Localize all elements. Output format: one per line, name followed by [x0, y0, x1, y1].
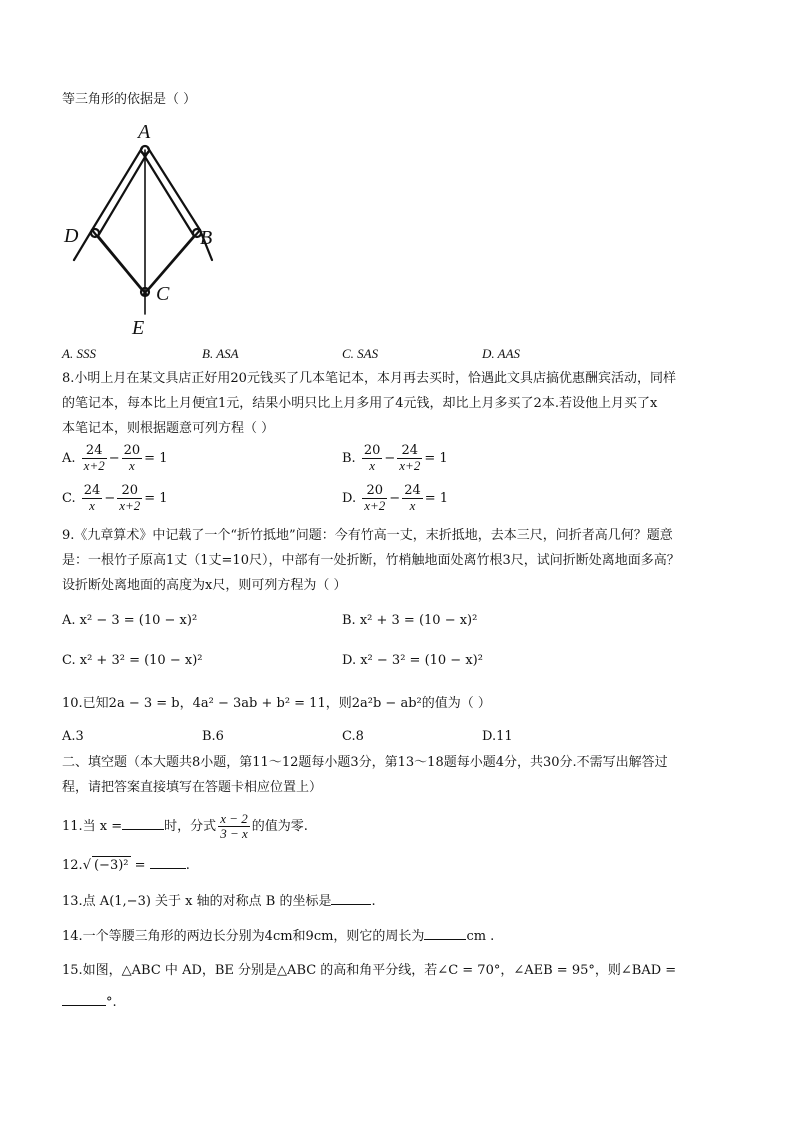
q9-option-c[interactable]: C. x² + 3² = (10 − x)² — [62, 653, 203, 668]
q10-stem: 10.已知2a − 3 = b，4a² − 3ab + b² = 11，则2a²b − ab²的值为（ ） — [62, 696, 491, 711]
q7-option-d[interactable]: D. AAS — [482, 346, 521, 361]
q12-answer-blank[interactable] — [150, 868, 186, 869]
q15-answer-line: °. — [62, 994, 117, 1012]
q9-stem-line3: 设折断处离地面的高度为x尺，则可列方程为（ ） — [62, 578, 347, 593]
q8-option-c[interactable]: C. $\frac{24}{x}$ − $\frac{20}{x+2}$ = 1 — [62, 483, 168, 513]
q7-stem-tail: 等三角形的依据是（ ） — [62, 92, 197, 107]
q15-stem-line1: 15.如图，△ABC 中 AD，BE 分别是△ABC 的高和角平分线，若∠C = 70°，∠AEB = 95°，则∠BAD = — [62, 963, 677, 978]
q10-option-c[interactable]: C.8 — [342, 729, 364, 744]
q10-option-a[interactable]: A.3 — [62, 729, 84, 744]
q14: 14.一个等腰三角形的两边长分别为4cm和9cm，则它的周长为 cm . — [62, 929, 495, 944]
q8-option-d[interactable]: D. $\frac{20}{x+2}$ − $\frac{24}{x}$ = 1 — [342, 483, 449, 513]
label-d: D — [64, 225, 79, 247]
q8-option-a[interactable]: A. $\frac{24}{x+2}$ − $\frac{20}{x}$ = 1 — [62, 443, 168, 473]
q7-option-a[interactable]: A. SSS — [62, 346, 96, 361]
q10-option-b[interactable]: B.6 — [202, 729, 224, 744]
q13-answer-blank[interactable] — [331, 904, 371, 905]
q12: 12.√ (−3)² = . — [62, 858, 190, 873]
q9-option-a[interactable]: A. x² − 3 = (10 − x)² — [62, 613, 198, 628]
q10-option-d[interactable]: D.11 — [482, 729, 513, 744]
q11-answer-blank[interactable] — [122, 829, 164, 830]
label-c: C — [156, 283, 170, 305]
q8-stem-line2: 的笔记本，每本比上月便宜1元，结果小明只比上月多用了4元钱，却比上月多买了2本.若设他上月买了x — [62, 396, 658, 411]
q7-option-b[interactable]: B. ASA — [202, 346, 239, 361]
q14-answer-blank[interactable] — [424, 939, 466, 940]
section2-heading-line1: 二、填空题（本大题共8小题，第11～12题每小题3分，第13～18题每小题4分，共30分.不需写出解答过 — [62, 755, 668, 770]
q11: 11.当 x = 时，分式 $\frac{x - 2}{3 - x}$ 的值为零. — [62, 811, 308, 841]
label-a: A — [138, 121, 151, 143]
q8-option-b[interactable]: B. $\frac{20}{x}$ − $\frac{24}{x+2}$ = 1 — [342, 443, 448, 473]
q15-answer-blank[interactable] — [62, 1005, 106, 1006]
label-b: B — [200, 227, 213, 249]
q8-stem-line3: 本笔记本，则根据题意可列方程（ ） — [62, 421, 275, 436]
q7-figure — [62, 118, 222, 340]
q7-option-c[interactable]: C. SAS — [342, 346, 379, 361]
q13: 13.点 A(1,−3) 关于 x 轴的对称点 B 的坐标是 . — [62, 894, 376, 909]
section2-heading-line2: 程，请把答案直接填写在答题卡相应位置上） — [62, 780, 323, 795]
q8-stem-line1: 8.小明上月在某文具店正好用20元钱买了几本笔记本，本月再去买时，恰遇此文具店搞优惠酬宾活动，同样 — [62, 371, 676, 386]
q9-stem-line1: 9.《九章算术》中记载了一个“折竹抵地”问题：今有竹高一丈，末折抵地，去本三尺，问折者高几何？题意 — [62, 528, 673, 543]
label-e: E — [132, 317, 145, 339]
q9-option-b[interactable]: B. x² + 3 = (10 − x)² — [342, 613, 478, 628]
q9-stem-line2: 是：一根竹子原高1丈（1丈=10尺），中部有一处折断，竹梢触地面处离竹根3尺，试问折断处离地面多高？ — [62, 553, 680, 568]
q9-option-d[interactable]: D. x² − 3² = (10 − x)² — [342, 653, 483, 668]
